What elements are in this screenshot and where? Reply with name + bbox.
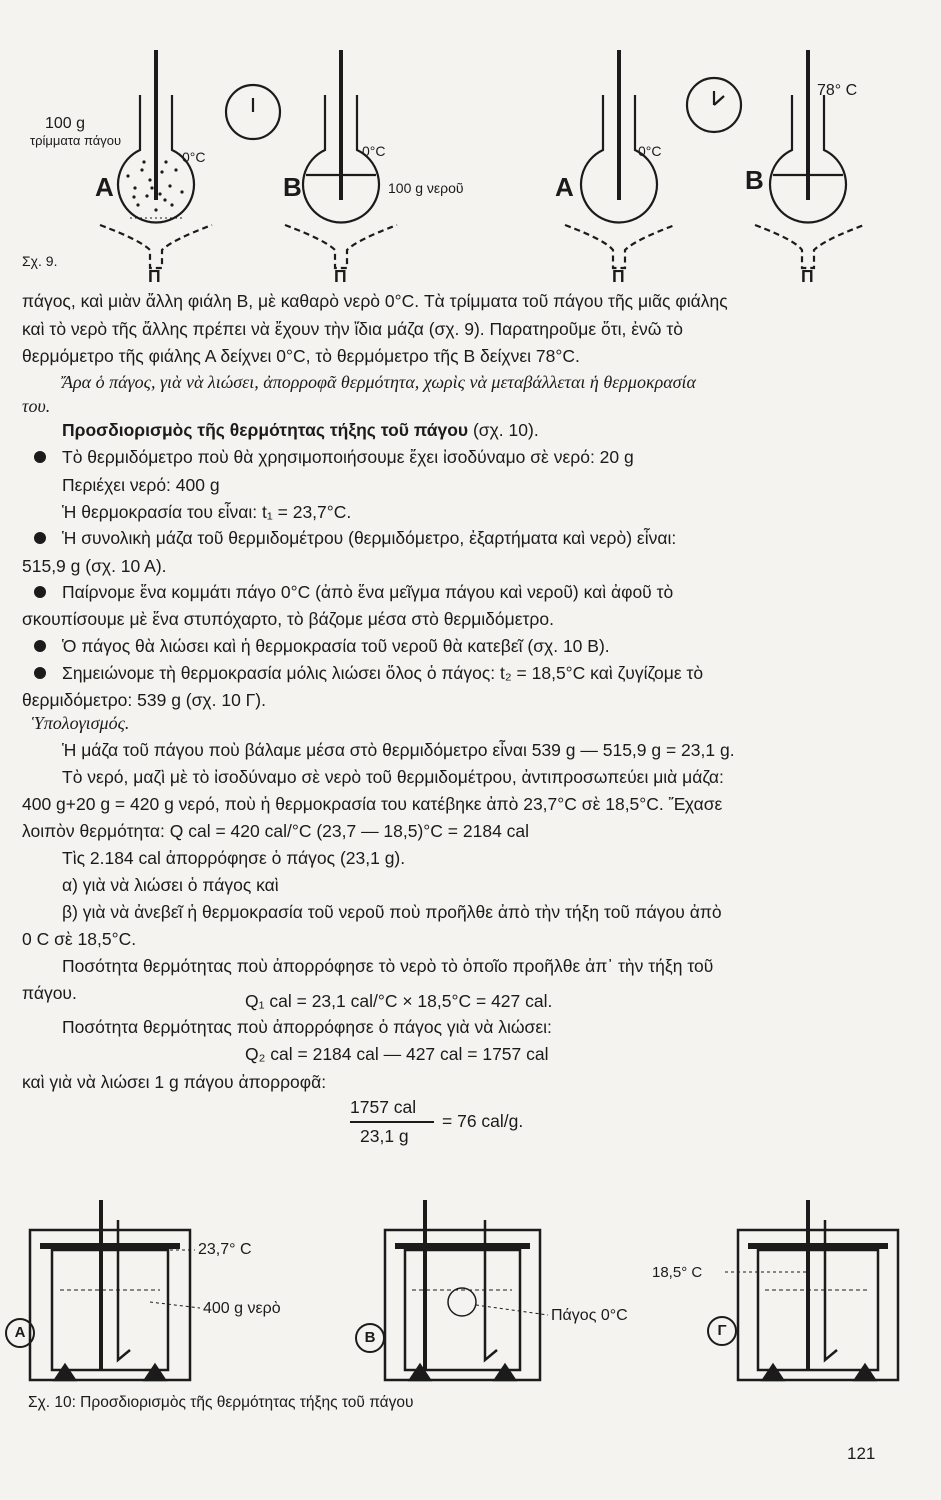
funnel-label-1: Π bbox=[148, 266, 161, 286]
fraction-bar bbox=[350, 1121, 434, 1123]
calculation-title: Ὑπολογισμός. bbox=[32, 713, 130, 733]
ice-label-0c: Πάγος 0°C bbox=[551, 1307, 628, 1324]
bullet-1-line-3: Ἡ θερμοκρασία του εἶναι: t₁ = 23,7°C. bbox=[62, 502, 352, 522]
section-heading-title: Προσδιορισμὸς τῆς θερμότητας τήξης τοῦ πάγου bbox=[62, 420, 469, 440]
flask-b-temp: 0°C bbox=[362, 143, 386, 159]
figure-9-caption: Σχ. 9. bbox=[22, 253, 58, 269]
bullet-2 bbox=[34, 532, 46, 544]
fraction-numerator: 1757 cal bbox=[350, 1097, 417, 1117]
page-number: 121 bbox=[847, 1444, 876, 1463]
bullet-1 bbox=[34, 451, 46, 463]
paragraph-1-line-3: θερμόμετρο τῆς φιάλης Α δείχνει 0°C, τὸ θερμόμετρο τῆς Β δείχνει 78°C. bbox=[22, 346, 580, 366]
water-label-400g: 400 g νερὸ bbox=[203, 1300, 281, 1317]
equation-q1: Q₁ cal = 23,1 cal/°C × 18,5°C = 427 cal. bbox=[245, 991, 553, 1011]
calc-line-4: λοιπὸν θερμότητα: Q cal = 420 cal/°C (23,7 — 18,5)°C = 2184 cal bbox=[22, 821, 530, 841]
bullet-5 bbox=[34, 667, 46, 679]
paragraph-1-line-2: καὶ τὸ νερὸ τῆς ἄλλης πρέπει νὰ ἔχουν τὴν ἴδια μάζα (σχ. 9). Παρατηροῦμε ὅτι, ἐνῶ τὸ bbox=[22, 319, 683, 339]
calc-line-8: 0 C σὲ 18,5°C. bbox=[22, 929, 137, 949]
conclusion-line-2: του. bbox=[22, 396, 51, 416]
figure-10-caption: Σχ. 10: Προσδιορισμὸς τῆς θερμότητας τήξης τοῦ πάγου bbox=[28, 1394, 414, 1411]
temp-label-2: 18,5° C bbox=[652, 1264, 703, 1281]
flask-b2-temp: 78° C bbox=[817, 82, 858, 99]
funnel-label-4: Π bbox=[801, 266, 814, 286]
calc-line-9: Ποσότητα θερμότητας ποὺ ἀπορρόφησε τὸ νερὸ τὸ ὁποῖο προῆλθε ἀπ᾽ τὴν τήξη τοῦ bbox=[62, 956, 714, 976]
bullet-5-line-2: θερμιδόμετρο: 539 g (σχ. 10 Γ). bbox=[22, 690, 266, 710]
fraction-result: = 76 cal/g. bbox=[442, 1111, 524, 1131]
paragraph-1-line-1: πάγος, καὶ μιὰν ἄλλη φιάλη Β, μὲ καθαρὸ νερὸ 0°C. Τὰ τρίμματα τοῦ πάγου τῆς μιᾶς φιάλης bbox=[22, 291, 728, 311]
bullet-1-line-2: Περιέχει νερό: 400 g bbox=[62, 475, 220, 495]
equation-q2: Q₂ cal = 2184 cal — 427 cal = 1757 cal bbox=[245, 1044, 549, 1064]
flask-a2-temp: 0°C bbox=[638, 143, 662, 159]
marker-c: Γ bbox=[707, 1316, 737, 1346]
flask-b-label: B bbox=[283, 172, 302, 202]
bullet-3-line-2: σκουπίσουμε μὲ ἕνα στυπόχαρτο, τὸ βάζομε μέσα στὸ θερμιδόμετρο. bbox=[22, 609, 554, 629]
calc-line-2: Τὸ νερό, μαζὶ μὲ τὸ ἰσοδύναμο σὲ νερὸ τοῦ θερμιδομέτρου, ἀντιπροσωπεύει μιὰ μάζα: bbox=[62, 767, 724, 787]
funnel-label-2: Π bbox=[334, 266, 347, 286]
section-heading bbox=[62, 419, 539, 441]
flask-b2-label: B bbox=[745, 165, 764, 195]
flask-a-label: A bbox=[95, 172, 114, 202]
calc-line-12: καὶ γιὰ νὰ λιώσει 1 g πάγου ἀπορροφᾶ: bbox=[22, 1072, 327, 1092]
section-heading-ref: (σχ. 10). bbox=[472, 420, 539, 440]
marker-b: Β bbox=[355, 1323, 385, 1353]
water-label: 100 g νεροῦ bbox=[388, 180, 464, 196]
calc-line-1: Ἡ μάζα τοῦ πάγου ποὺ βάλαμε μέσα στὸ θερμιδόμετρο εἶναι 539 g — 515,9 g = 23,1 g. bbox=[62, 740, 735, 760]
calc-line-11: Ποσότητα θερμότητας ποὺ ἀπορρόφησε ὁ πάγος γιὰ νὰ λιώσει: bbox=[62, 1017, 552, 1037]
bullet-2-line-2: 515,9 g (σχ. 10 Α). bbox=[22, 556, 167, 576]
calc-line-7: β) γιὰ νὰ ἀνεβεῖ ἡ θερμοκρασία τοῦ νεροῦ ποὺ προῆλθε ἀπὸ τὴν τήξη τοῦ πάγου ἀπὸ bbox=[62, 902, 722, 922]
bullet-4-line-1: Ὁ πάγος θὰ λιώσει καὶ ἡ θερμοκρασία τοῦ νεροῦ θὰ κατεβεῖ (σχ. 10 Β). bbox=[62, 636, 610, 656]
bullet-1-line-1: Τὸ θερμιδόμετρο ποὺ θὰ χρησιμοποιήσουμε ἔχει ἰσοδύναμο σὲ νερό: 20 g bbox=[62, 447, 634, 467]
calc-line-3: 400 g+20 g = 420 g νερό, ποὺ ἡ θερμοκρασία του κατέβηκε ἀπὸ 23,7°C σὲ 18,5°C. Ἔχασε bbox=[22, 794, 723, 814]
bullet-2-line-1: Ἡ συνολικὴ μάζα τοῦ θερμιδομέτρου (θερμιδόμετρο, ἐξαρτήματα καὶ νερὸ) εἶναι: bbox=[62, 528, 677, 548]
ice-label: τρίμματα πάγου bbox=[30, 133, 122, 148]
figure-9-drawing bbox=[0, 0, 941, 290]
bullet-3-line-1: Παίρνομε ἕνα κομμάτι πάγο 0°C (ἀπὸ ἕνα μεῖγμα πάγου καὶ νεροῦ) καὶ ἀφοῦ τὸ bbox=[62, 582, 674, 602]
flask-a2-label: A bbox=[555, 172, 574, 202]
conclusion-line-1: Ἄρα ὁ πάγος, γιὰ νὰ λιώσει, ἀπορροφᾶ θερμότητα, χωρὶς νὰ μεταβάλλεται ἡ θερμοκρασία bbox=[62, 372, 697, 392]
funnel-label-3: Π bbox=[612, 266, 625, 286]
bullet-3 bbox=[34, 586, 46, 598]
marker-a: Α bbox=[5, 1318, 35, 1348]
calc-line-5: Τὶς 2.184 cal ἀπορρόφησε ὁ πάγος (23,1 g). bbox=[62, 848, 406, 868]
ice-mass-label: 100 g bbox=[45, 115, 86, 132]
fraction-denominator: 23,1 g bbox=[360, 1126, 409, 1146]
bullet-4 bbox=[34, 640, 46, 652]
calc-line-10: πάγου. bbox=[22, 983, 77, 1003]
bullet-5-line-1: Σημειώνομε τὴ θερμοκρασία μόλις λιώσει ὅλος ὁ πάγος: t₂ = 18,5°C καὶ ζυγίζομε τὸ bbox=[62, 663, 704, 683]
flask-a-temp: 0°C bbox=[182, 149, 206, 165]
temp-label-1: 23,7° C bbox=[198, 1241, 252, 1258]
calc-line-6: α) γιὰ νὰ λιώσει ὁ πάγος καὶ bbox=[62, 875, 279, 895]
